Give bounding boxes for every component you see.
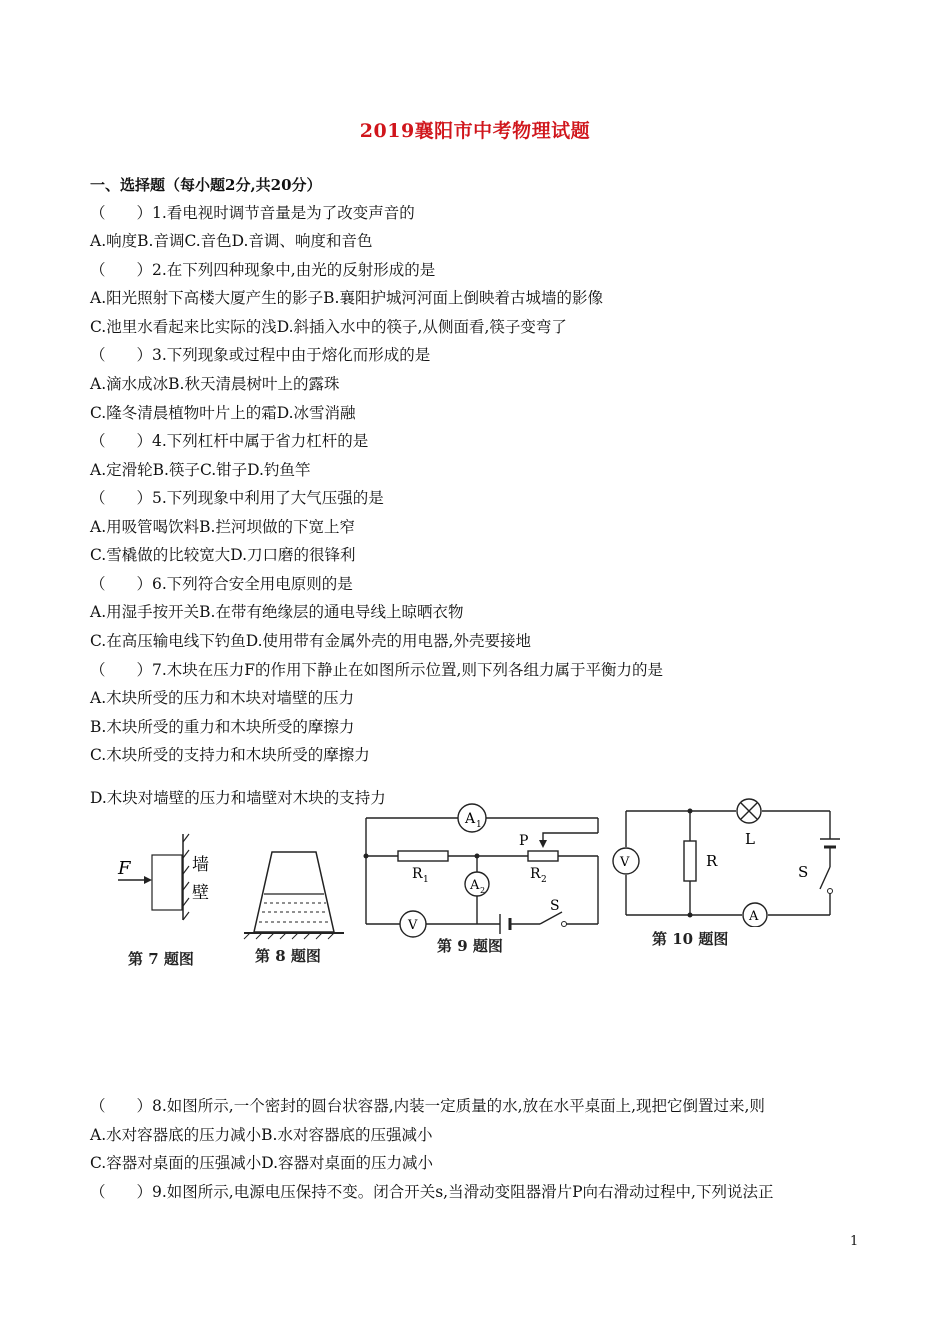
question-2-options-ab: A.阳光照射下高楼大厦产生的影子B.襄阳护城河河面上倒映着古城墙的影像: [90, 289, 603, 307]
wall-label-2: 壁: [192, 883, 209, 903]
junction-dot-top: [688, 809, 693, 814]
question-4: （ ）4.下列杠杆中属于省力杠杆的是: [90, 432, 369, 450]
resistor-r1: [398, 851, 448, 861]
slider-label: P: [519, 833, 529, 849]
switch-contact-10: [828, 889, 833, 894]
junction-dot-left: [364, 854, 369, 859]
figure-10-diagram: [608, 795, 840, 927]
question-7-option-d: D.木块对墙壁的压力和墙壁对木块的支持力: [90, 789, 386, 807]
figure-8-caption: 第 8 题图: [255, 947, 321, 965]
question-6: （ ）6.下列符合安全用电原则的是: [90, 575, 353, 593]
page-title: 2019襄阳市中考物理试题: [359, 120, 591, 142]
question-9: （ ）9.如图所示,电源电压保持不变。闭合开关s,当滑动变阻器滑片P向右滑动过程中,下列说法正: [90, 1183, 774, 1201]
slider-arrow: [539, 840, 547, 848]
figure-9-diagram: [360, 800, 610, 940]
wall-hatching: [183, 834, 189, 920]
question-7-option-c: C.木块所受的支持力和木块所受的摩擦力: [90, 746, 370, 764]
switch-contact: [562, 922, 567, 927]
question-7: （ ）7.木块在压力F的作用下静止在如图所示位置,则下列各组力属于平衡力的是: [90, 661, 663, 679]
question-8-options-ab: A.水对容器底的压力减小B.水对容器底的压强减小: [90, 1126, 433, 1144]
junction-dot: [475, 854, 480, 859]
question-2-options-cd: C.池里水看起来比实际的浅D.斜插入水中的筷子,从侧面看,筷子变弯了: [90, 318, 567, 336]
question-1: （ ）1.看电视时调节音量是为了改变声音的: [90, 204, 415, 222]
lamp-label: L: [745, 830, 755, 848]
r-label-10: R: [706, 852, 718, 870]
wall-label-1: 墙: [192, 855, 209, 875]
question-5-options-ab: A.用吸管喝饮料B.拦河坝做的下宽上窄: [90, 518, 355, 536]
question-1-options: A.响度B.音调C.音色D.音调、响度和音色: [90, 232, 373, 250]
question-2: （ ）2.在下列四种现象中,由光的反射形成的是: [90, 261, 436, 279]
r1-sub: 1: [423, 875, 429, 885]
question-8-options-cd: C.容器对桌面的压强减小D.容器对桌面的压力减小: [90, 1154, 434, 1172]
question-3-options-cd: C.隆冬清晨植物叶片上的霜D.冰雪消融: [90, 404, 356, 422]
switch-label: S: [550, 898, 560, 914]
v-label: V: [408, 918, 418, 933]
question-7-option-b: B.木块所受的重力和木块所受的摩擦力: [90, 718, 355, 736]
rheostat-r2: [528, 851, 558, 861]
r2-sub: 2: [541, 875, 547, 885]
page-number: 1: [850, 1234, 859, 1249]
figure-10-caption: 第 10 题图: [652, 930, 729, 948]
figure-7-diagram: [110, 828, 220, 923]
a2-label: A: [470, 878, 480, 893]
v-label-10: V: [620, 855, 630, 870]
junction-dot-bottom: [688, 913, 693, 918]
question-8: （ ）8.如图所示,一个密封的圆台状容器,内装一定质量的水,放在水平桌面上,现把它倒置过来,则: [90, 1097, 765, 1115]
force-arrow-head: [144, 876, 152, 884]
question-3: （ ）3.下列现象或过程中由于熔化而形成的是: [90, 346, 431, 364]
figure-9-caption: 第 9 题图: [437, 937, 503, 955]
question-5: （ ）5.下列现象中利用了大气压强的是: [90, 489, 384, 507]
question-4-options: A.定滑轮B.筷子C.钳子D.钓鱼竿: [90, 461, 311, 479]
question-5-options-cd: C.雪橇做的比较宽大D.刀口磨的很锋利: [90, 546, 356, 564]
question-3-options-ab: A.滴水成冰B.秋天清晨树叶上的露珠: [90, 375, 340, 393]
section-heading: 一、选择题（每小题2分,共20分）: [90, 176, 322, 194]
question-7-option-a: A.木块所受的压力和木块对墙壁的压力: [90, 689, 355, 707]
container: [254, 852, 334, 932]
question-6-options-cd: C.在高压输电线下钓鱼D.使用带有金属外壳的用电器,外壳要接地: [90, 632, 531, 650]
a2-sub: 2: [480, 886, 486, 895]
a-label-10: A: [749, 909, 759, 924]
circuit-9-wires: [366, 818, 598, 924]
r1-label: R: [412, 866, 423, 882]
force-label: F: [118, 858, 131, 879]
a1-sub: 1: [476, 820, 482, 830]
question-6-options-ab: A.用湿手按开关B.在带有绝缘层的通电导线上晾晒衣物: [90, 603, 464, 621]
r2-label: R: [530, 866, 541, 882]
a1-label: A: [465, 811, 476, 827]
switch-blade-10: [820, 867, 830, 889]
figure-7-caption: 第 7 题图: [128, 950, 194, 968]
resistor-r-10: [684, 841, 696, 881]
figure-8-diagram: [242, 848, 347, 940]
wood-block: [152, 855, 182, 910]
switch-label-10: S: [798, 863, 809, 881]
